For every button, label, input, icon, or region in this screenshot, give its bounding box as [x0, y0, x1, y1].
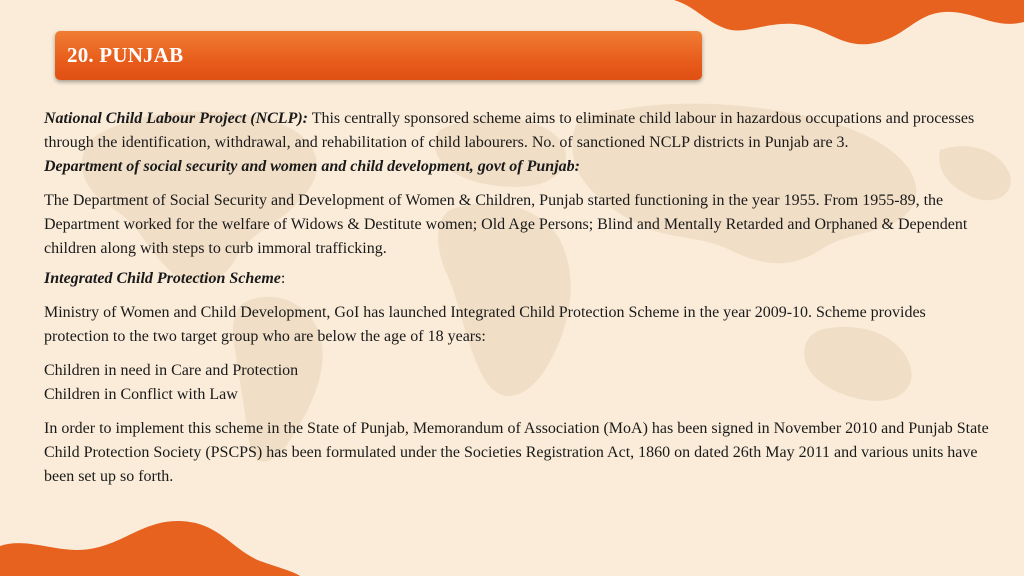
decorative-blob-top: [674, 0, 1024, 48]
decorative-blob-bottom: [0, 516, 300, 576]
target-group-item: Children in Conflict with Law: [44, 386, 238, 403]
icps-heading-colon: :: [280, 270, 286, 287]
title-bar: [55, 31, 702, 80]
nclp-text: This centrally sponsored scheme aims to eliminate child labour in hazardous occupations and processes through the identification, withdrawal, and rehabilitation of child labourers. No. of sanctioned NCLP districts in Punjab are 3.: [44, 110, 975, 151]
nclp-paragraph: [44, 107, 994, 155]
icps-paragraph: Ministry of Women and Child Development, GoI has launched Integrated Child Protection Scheme in the year 2009-10. Scheme provides protection to the two target group who are below the age of 18 years:: [44, 304, 926, 345]
nclp-heading: National Child Labour Project (NCLP):: [44, 110, 308, 127]
target-group-item: Children in need in Care and Protection: [44, 362, 299, 379]
page-title: 20. PUNJAB: [67, 43, 184, 67]
department-heading: Department of social security and women and child development, govt of Punjab:: [44, 158, 580, 175]
icps-heading-line: [44, 267, 994, 291]
department-paragraph: The Department of Social Security and Development of Women & Children, Punjab started functioning in the year 1955. From 1955-89, the Department worked for the welfare of Widows & Destitute women; Old Age Persons; Blind and Mentally Retarded and Orphaned & Dependent children along with steps to curb immoral trafficking.: [44, 192, 968, 257]
implementation-paragraph: In order to implement this scheme in the State of Punjab, Memorandum of Association (MoA) has been signed in November 2010 and Punjab State Child Protection Society (PSCPS) has been formulated under the Societies Registration Act, 1860 on dated 26th May 2011 and various units have been set up so forth.: [44, 420, 989, 485]
icps-heading: Integrated Child Protection Scheme: [44, 270, 281, 287]
content-body: [44, 107, 994, 489]
